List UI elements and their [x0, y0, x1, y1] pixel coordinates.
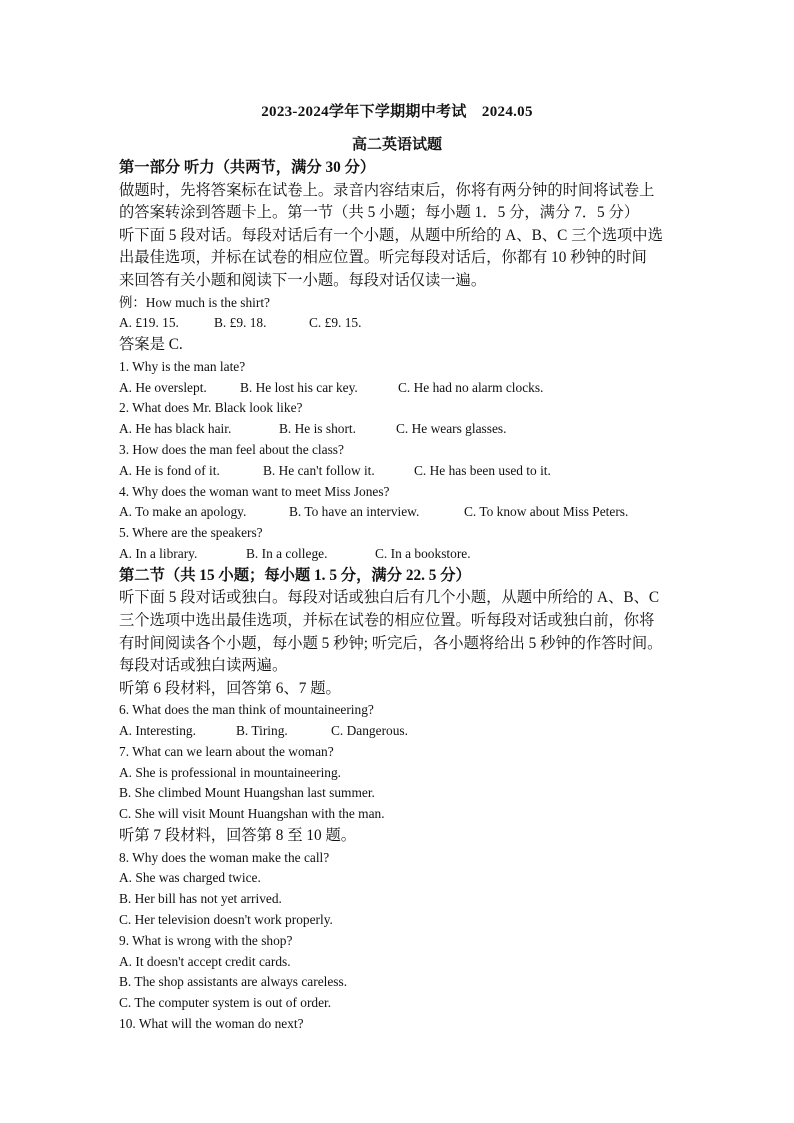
- exam-content: [119, 157, 699, 1035]
- option-a: A. £19. 15.: [119, 315, 179, 331]
- option-c: C. She will visit Mount Huangshan with the man.: [119, 806, 385, 822]
- option-a: A. She is professional in mountaineering.: [119, 764, 342, 780]
- question-7: 7. What can we learn about the woman?: [119, 743, 334, 759]
- example-options: [119, 313, 699, 334]
- material-6-instruction: 听第 6 段材料，回答第 6、7 题。: [119, 679, 341, 697]
- option-c: C. He wears glasses.: [396, 421, 507, 437]
- question-3-options: [119, 461, 699, 482]
- option-c: C. Dangerous.: [331, 723, 408, 739]
- example-question: 例：How much is the shirt?: [119, 294, 270, 310]
- option-a: A. She was charged twice.: [119, 870, 261, 886]
- question-1-options: [119, 378, 699, 399]
- section2-heading: 第二节（共 15 小题；每小题 1. 5 分，满分 22. 5 分）: [119, 566, 471, 584]
- option-b: B. He can't follow it.: [263, 462, 375, 478]
- option-a: A. He has black hair.: [119, 421, 232, 437]
- question-9: 9. What is wrong with the shop?: [119, 932, 293, 948]
- option-a: A. To make an apology.: [119, 504, 247, 520]
- material-7-instruction: 听第 7 段材料，回答第 8 至 10 题。: [119, 827, 357, 845]
- section1-heading: 第一部分 听力（共两节，满分 30 分）: [119, 159, 376, 176]
- option-c: C. £9. 15.: [309, 315, 362, 331]
- section2-intro-line: 有时间阅读各个小题，每小题 5 秒钟; 听完后，各小题将给出 5 秒钟的作答时间。: [119, 634, 663, 652]
- question-2-options: [119, 419, 699, 440]
- section2-intro-line: 每段对话或独白读两遍。: [119, 657, 288, 675]
- exam-subtitle: 高二英语试题: [351, 137, 442, 153]
- option-a: A. It doesn't accept credit cards.: [119, 953, 291, 969]
- option-b: B. To have an interview.: [289, 504, 420, 520]
- option-a: A. Interesting.: [119, 723, 196, 739]
- question-4-options: [119, 502, 699, 523]
- question-1: 1. Why is the man late?: [119, 358, 246, 374]
- option-b: B. £9. 18.: [214, 315, 267, 331]
- option-b: B. Her bill has not yet arrived.: [119, 891, 282, 907]
- section1-intro-line: 来回答有关小题和阅读下一小题。每段对话仅读一遍。: [119, 271, 487, 289]
- question-8: 8. Why does the woman make the call?: [119, 849, 330, 865]
- option-b: B. In a college.: [246, 545, 328, 561]
- option-c: C. Her television doesn't work properly.: [119, 912, 333, 928]
- section1-intro-line: 做题时，先将答案标在试卷上。录音内容结束后，你将有两分钟的时间将试卷上: [119, 181, 655, 199]
- option-c: C. The computer system is out of order.: [119, 995, 332, 1011]
- section1-intro-line: 的答案转涂到答题卡上。第一节（共 5 小题；每小题 1．5 分，满分 7．5 分）: [119, 204, 640, 222]
- question-6-options: [119, 721, 699, 742]
- option-b: B. Tiring.: [236, 723, 288, 739]
- question-10: 10. What will the woman do next?: [119, 1016, 304, 1032]
- option-b: B. He lost his car key.: [240, 379, 358, 395]
- option-a: A. He overslept.: [119, 379, 207, 395]
- question-2: 2. What does Mr. Black look like?: [119, 400, 303, 416]
- section1-intro-line: 出最佳选项，并标在试卷的相应位置。听完每段对话后，你都有 10 秒钟的时间: [119, 249, 647, 267]
- option-c: C. In a bookstore.: [375, 545, 471, 561]
- question-3: 3. How does the man feel about the class?: [119, 441, 344, 457]
- option-c: C. He had no alarm clocks.: [398, 379, 544, 395]
- question-4: 4. Why does the woman want to meet Miss Jones?: [119, 483, 390, 499]
- question-5: 5. Where are the speakers?: [119, 525, 263, 541]
- exam-title: 2023-2024学年下学期期中考试 2024.05: [261, 104, 533, 120]
- option-b: B. He is short.: [279, 421, 356, 437]
- section1-intro-line: 听下面 5 段对话。每段对话后有一个小题，从题中所给的 A、B、C 三个选项中选: [119, 226, 663, 244]
- example-answer: 答案是 C.: [119, 336, 183, 354]
- option-a: A. He is fond of it.: [119, 462, 220, 478]
- section2-intro-line: 三个选项中选出最佳选项，并标在试卷的相应位置。听每段对话或独白前，你将: [119, 611, 655, 629]
- section2-intro-line: 听下面 5 段对话或独白。每段对话或独白后有几个小题，从题中所给的 A、B、C: [119, 589, 660, 607]
- question-5-options: [119, 544, 699, 565]
- option-b: B. The shop assistants are always careless.: [119, 974, 348, 990]
- option-c: C. To know about Miss Peters.: [464, 504, 629, 520]
- question-6: 6. What does the man think of mountaineering?: [119, 702, 374, 718]
- option-b: B. She climbed Mount Huangshan last summer.: [119, 785, 375, 801]
- option-c: C. He has been used to it.: [414, 462, 551, 478]
- option-a: A. In a library.: [119, 545, 198, 561]
